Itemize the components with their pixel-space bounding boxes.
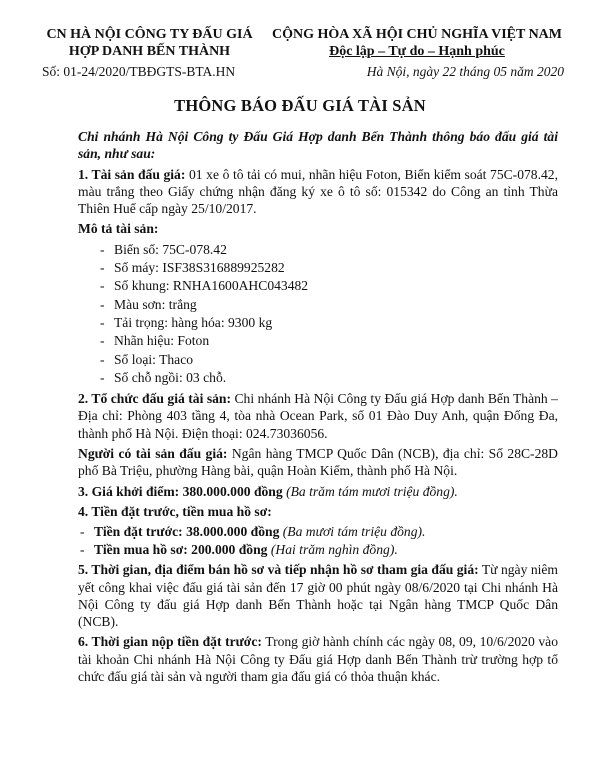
section-4-label: 4. Tiền đặt trước, tiền mua hồ sơ:	[78, 503, 272, 519]
starting-price: 3. Giá khởi điểm: 380.000.000 đồng	[78, 483, 283, 499]
section-5-text: Từ ngày niêm yết công khai việc đấu giá tài sản đến 17 giờ 00 phút ngày 08/6/2020 tại Chi nhánh Hà Nội Công ty đấu giá Hợp danh Bến Thành hoặc tại Ngân hàng TMCP Quốc Dân (NCB).	[78, 562, 558, 630]
section-6-label: 6. Thời gian nộp tiền đặt trước:	[78, 634, 262, 650]
list-item: - Số chỗ ngồi: 03 chỗ.	[100, 369, 558, 387]
section-6-text: Trong giờ hành chính các ngày 08, 09, 10/6/2020 vào tài khoản Chi nhánh Hà Nội Công ty Đấu giá Hợp danh Bến Thành trừ trường hợp tổ chức đấu giá tài sản và người tham gia đấu giá có thỏa thuận khác.	[78, 634, 558, 685]
intro-paragraph: Chi nhánh Hà Nội Công ty Đấu Giá Hợp danh Bến Thành thông báo đấu giá tài sản, như sau:	[78, 129, 558, 162]
list-item: - Nhãn hiệu: Foton	[100, 332, 558, 350]
section-1-text: 01 xe ô tô tải có mui, nhãn hiệu Foton, Biển kiểm soát 75C-078.42, màu trắng theo Giấy chứng nhận đăng ký xe ô tô số: 015342 do Công an tỉnh Thừa Thiên Huế cấp ngày 25/10/2017.	[78, 166, 558, 217]
asset-description-label: Mô tả tài sản:	[78, 221, 159, 237]
section-2-text: Chi nhánh Hà Nội Công ty Đấu giá Hợp danh Bến Thành – Địa chỉ: Phòng 403 tầng 4, tòa nhà Ocean Park, số 01 Đào Duy Anh, quận Đống Đa, thành phố Hà Nội. Điện thoại: 024.73036056.	[78, 391, 558, 441]
document-number: Số: 01-24/2020/TBĐGTS-BTA.HN	[42, 64, 236, 79]
fee-words: (Hai trăm nghìn đồng).	[267, 541, 398, 557]
document-date: Hà Nội, ngày 22 tháng 05 năm 2020	[366, 64, 564, 79]
section-5	[78, 561, 558, 630]
deposit-item	[78, 523, 558, 541]
national-header	[262, 26, 572, 80]
national-motto: Độc lập – Tự do – Hạnh phúc	[329, 44, 505, 59]
section-3	[78, 483, 558, 500]
list-item: - Số máy: ISF38S316889925282	[100, 259, 558, 277]
asset-owner-label: Người có tài sản đấu giá:	[78, 446, 228, 462]
section-5-label: 5. Thời gian, địa điểm bán hồ sơ và tiếp nhận hồ sơ tham gia đấu giá:	[78, 562, 479, 578]
org-name-line2: HỢP DANH BẾN THÀNH	[68, 44, 231, 59]
org-header	[42, 26, 257, 80]
section-1-label: 1. Tài sản đấu giá:	[78, 166, 186, 182]
section-6	[78, 633, 558, 685]
org-name-line1: CN HÀ NỘI CÔNG TY ĐẤU GIÁ	[46, 27, 253, 42]
deposit-amount: Tiền đặt trước: 38.000.000 đồng	[94, 524, 280, 540]
deposit-words: (Ba mươi tám triệu đồng).	[279, 524, 426, 540]
section-2-label: 2. Tổ chức đấu giá tài sản:	[78, 391, 232, 407]
list-item: - Biển số: 75C-078.42	[100, 241, 558, 259]
starting-price-words: (Ba trăm tám mươi triệu đồng).	[282, 483, 458, 499]
section-4-list	[78, 523, 558, 558]
asset-owner	[78, 445, 558, 480]
section-1	[78, 166, 558, 218]
list-item: - Số loại: Thaco	[100, 351, 558, 369]
asset-owner-text: Ngân hàng TMCP Quốc Dân (NCB), địa chỉ: Số 28C-28D phố Bà Triệu, phường Hàng bài, quận Hoàn Kiếm, thành phố Hà Nội.	[78, 446, 558, 479]
country-name: CỘNG HÒA XÃ HỘI CHỦ NGHĨA VIỆT NAM	[271, 27, 562, 42]
fee-item	[78, 541, 558, 559]
list-item: - Tải trọng: hàng hóa: 9300 kg	[100, 314, 558, 332]
section-2	[78, 390, 558, 442]
fee-amount: Tiền mua hồ sơ: 200.000 đồng	[94, 541, 268, 557]
document-title: THÔNG BÁO ĐẤU GIÁ TÀI SẢN	[174, 96, 426, 115]
document-body	[78, 128, 558, 688]
asset-description-list	[78, 241, 558, 387]
list-item: - Số khung: RNHA1600AHC043482	[100, 277, 558, 295]
list-item: - Màu sơn: trắng	[100, 296, 558, 314]
